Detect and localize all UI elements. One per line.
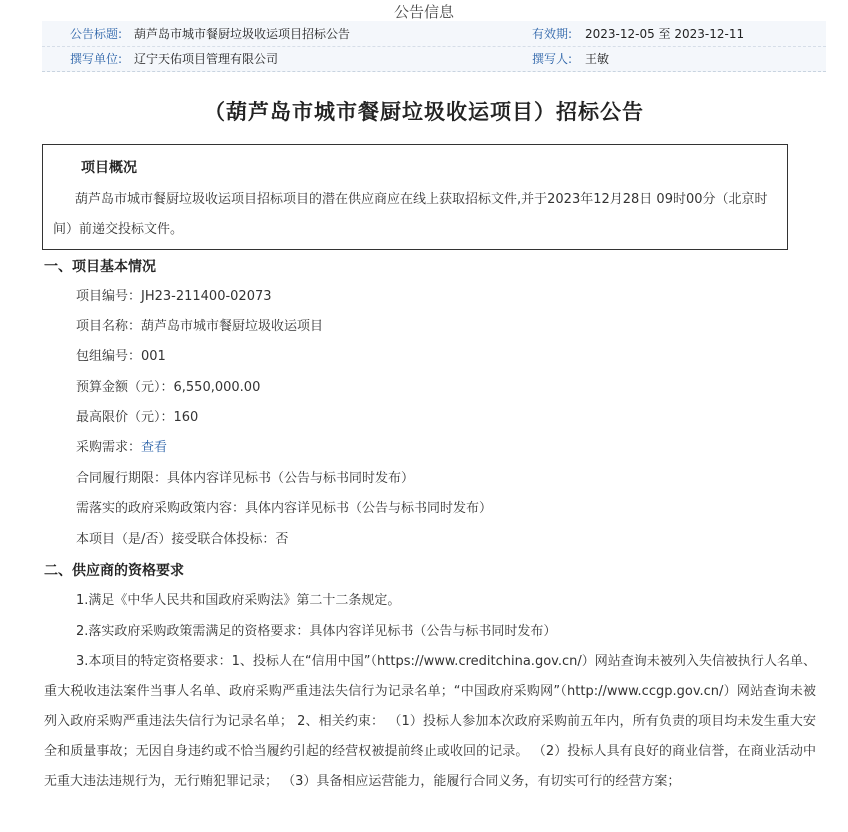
notice-meta-panel xyxy=(42,21,826,72)
budget-amount: 预算金额（元）：6,550,000.00 xyxy=(76,380,261,395)
meta-row-org xyxy=(42,46,826,71)
policy-content: 需落实的政府采购政策内容：具体内容详见标书（公告与标书同时发布） xyxy=(76,501,493,516)
validity-label: 有效期: xyxy=(532,27,573,41)
project-summary-box xyxy=(42,144,788,250)
project-name: 项目名称：葫芦岛市城市餐厨垃圾收运项目 xyxy=(76,319,324,334)
section-1-heading: 一、项目基本情况 xyxy=(44,259,156,275)
page-header-title: 公告信息 xyxy=(393,3,454,21)
procurement-demand xyxy=(76,438,167,458)
view-demand-link[interactable]: 查看 xyxy=(141,440,168,455)
title-value: 葫芦岛市城市餐厨垃圾收运项目招标公告 xyxy=(134,27,351,41)
package-number: 包组编号：001 xyxy=(76,349,166,364)
qualification-item-3: 3.本项目的特定资格要求：1、投标人在“信用中国”（https://www.creditchina.gov.cn/）网站查询未被列入失信被执行人名单、重大税收违法案件当事人名单、政府采购严重违法失信行为记录名单；“中国政府采购网”（http://www.ccgp.gov.cn/）网站查询未被列入政府采购严重违法失信行为记录名单； 2、相关约束： （1）投标人参加本次政府采购前五年内，所有负责的项目均未发生重大安全和质量事故；无因自身违约或不恰当履约引起的经营权被提前终止或收回的记录。 （2）投标人具有良好的商业信誉，在商业活动中无重大违法违规行为，无行贿犯罪记录； （3）具备相应运营能力，能履行合同义务，有切实可行的经营方案； xyxy=(44,654,816,789)
author-value: 王敏 xyxy=(585,52,610,66)
section-2-heading: 二、供应商的资格要求 xyxy=(44,563,184,579)
validity-value: 2023-12-05 至 2023-12-11 xyxy=(585,27,745,41)
document-title: （葫芦岛市城市餐厨垃圾收运项目）招标公告 xyxy=(204,99,644,124)
title-label: 公告标题: xyxy=(70,27,123,41)
max-price: 最高限价（元）：160 xyxy=(76,410,199,425)
summary-text: 葫芦岛市城市餐厨垃圾收运项目招标项目的潜在供应商应在线上获取招标文件,并于2023年12月28日 09时00分（北京时间）前递交投标文件。 xyxy=(53,192,768,237)
qualification-item-2: 2.落实政府采购政策需满足的资格要求：具体内容详见标书（公告与标书同时发布） xyxy=(76,624,557,639)
meta-row-title xyxy=(42,22,826,46)
qualification-item-1: 1.满足《中华人民共和国政府采购法》第二十二条规定。 xyxy=(76,593,401,608)
org-value: 辽宁天佑项目管理有限公司 xyxy=(134,52,279,66)
procurement-demand-label: 采购需求： xyxy=(76,440,142,455)
author-label: 撰写人: xyxy=(532,52,573,66)
summary-heading: 项目概况 xyxy=(81,160,137,176)
contract-period: 合同履行期限：具体内容详见标书（公告与标书同时发布） xyxy=(76,471,415,486)
org-label: 撰写单位: xyxy=(70,52,123,66)
project-number: 项目编号：JH23-211400-02073 xyxy=(76,289,272,304)
joint-bid: 本项目（是/否）接受联合体投标：否 xyxy=(76,532,289,547)
